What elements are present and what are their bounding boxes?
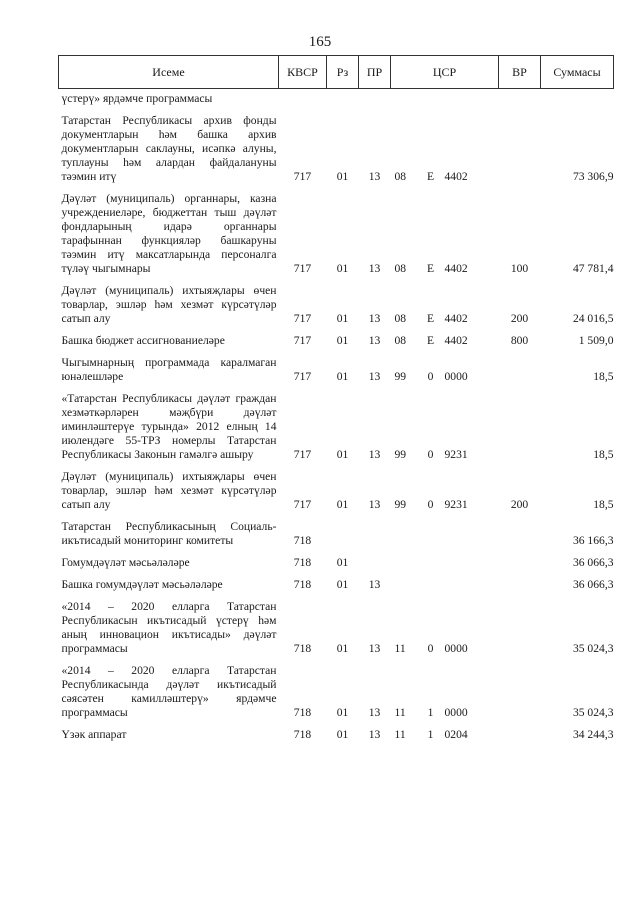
row-csr-direction: 0000 [444,370,468,383]
row-pr: 13 [368,262,381,275]
row-name: «2014 – 2020 елларга Татарстан Республикасын икътисадый үстерү һәм аның инновацион икътисады» дәүләт программасы [61,600,277,655]
row-csr-program: 99 [394,370,407,383]
row-csr-subprogram: Е [426,170,435,183]
row-name: «2014 – 2020 елларга Татарстан Республикасында дәүләт икътисадый сәясәтен камилләштерү» ярдәмче программасы [61,664,277,719]
table-row [59,596,614,660]
table-row [59,724,614,746]
row-kvsr: 718 [293,556,312,569]
table-row [59,660,614,724]
row-sum: 18,5 [593,498,614,511]
row-name: Гомумдәүләт мәсьәләләре [61,556,190,569]
row-pr: 13 [368,706,381,719]
row-kvsr: 718 [293,534,312,547]
table-body [59,89,614,747]
table-row [59,110,614,188]
table-row [59,552,614,574]
row-rz: 01 [336,642,349,655]
row-pr: 13 [368,642,381,655]
row-csr-program: 11 [394,642,406,655]
row-rz: 01 [336,498,349,511]
row-csr-program: 99 [394,448,407,461]
row-csr-subprogram: 0 [427,642,434,655]
row-csr-subprogram: 0 [427,448,434,461]
table-row [59,280,614,330]
row-csr-program: 11 [394,728,406,741]
row-vr: 200 [510,312,529,325]
row-vr [499,388,541,466]
row-pr: 13 [368,334,381,347]
row-rz: 01 [336,312,349,325]
row-csr-direction: 4402 [444,170,468,183]
row-pr: 13 [368,728,381,741]
row-pr: 13 [368,578,381,591]
row-csr-direction [443,552,499,574]
row-name: Дәүләт (муниципаль) органнары, казна учреждениеләре, бюджеттан тыш дәүләт фондларының идарә органнары тарафыннан функцияләр башкаруны тәэмин итү максатларында персоналга түләү чыгымнары [61,192,277,275]
row-name: Башка бюджет ассигнованиеләре [61,334,225,347]
row-vr [499,574,541,596]
row-csr-program [391,89,419,111]
row-csr-direction: 9231 [444,448,468,461]
row-csr-subprogram: 0 [427,498,434,511]
header-kvsr: КВСР [279,56,327,89]
row-csr-direction: 4402 [444,312,468,325]
row-sum: 36 066,3 [572,578,614,591]
row-vr: 200 [510,498,529,511]
row-vr [499,552,541,574]
row-csr-direction: 4402 [444,262,468,275]
row-name: үстерү» ярдәмче программасы [61,92,213,105]
row-name: «Татарстан Республикасы дәүләт граждан хезмәткәрләрен мәҗбүри дәүләт иминләштерүе турында» 2012 елның 14 июлендәге 55-ТРЗ номерлы Татарстан Республикасы Законын гамәлгә ашыру [61,392,277,461]
table-row [59,330,614,352]
row-csr-direction [443,516,499,552]
row-kvsr: 718 [293,706,312,719]
row-sum: 35 024,3 [572,642,614,655]
row-vr [499,516,541,552]
row-rz: 01 [336,578,349,591]
row-kvsr: 717 [293,262,312,275]
row-pr [359,552,391,574]
table-row [59,352,614,388]
row-csr-program: 99 [394,498,407,511]
row-rz: 01 [336,728,349,741]
row-pr: 13 [368,448,381,461]
table-row [59,466,614,516]
row-rz [327,516,359,552]
row-pr: 13 [368,312,381,325]
row-csr-direction: 0000 [444,642,468,655]
row-rz: 01 [336,334,349,347]
row-kvsr: 717 [293,448,312,461]
row-vr: 800 [510,334,529,347]
budget-table [58,55,614,746]
row-csr-subprogram: Е [426,334,435,347]
row-csr-subprogram: Е [426,262,435,275]
row-csr-program: 08 [394,170,407,183]
row-csr-direction: 0000 [444,706,468,719]
row-rz: 01 [336,170,349,183]
header-rz: Рз [327,56,359,89]
row-sum: 24 016,5 [572,312,614,325]
row-csr-program: 08 [394,262,407,275]
row-rz: 01 [336,448,349,461]
row-csr-subprogram [419,552,443,574]
row-name: Үзәк аппарат [61,728,127,741]
row-name: Дәүләт (муниципаль) ихтыяҗлары өчен товарлар, эшләр һәм хезмәт күрсәтүләр сатып алу [61,284,277,325]
row-csr-subprogram: 0 [427,370,434,383]
row-rz [327,89,359,111]
row-sum [541,89,614,111]
row-csr-subprogram: Е [426,312,435,325]
row-kvsr: 718 [293,728,312,741]
row-vr [499,660,541,724]
row-vr [499,724,541,746]
row-csr-subprogram [419,574,443,596]
header-name: Исеме [59,56,279,89]
row-csr-program [391,516,419,552]
row-csr-program: 08 [394,334,407,347]
row-rz: 01 [336,370,349,383]
row-csr-direction [443,89,499,111]
row-vr: 100 [510,262,529,275]
row-csr-subprogram: 1 [427,706,434,719]
row-sum: 47 781,4 [572,262,614,275]
page-number: 165 [308,34,332,50]
row-csr-direction [443,574,499,596]
row-name: Дәүләт (муниципаль) ихтыяҗлары өчен товарлар, эшләр һәм хезмәт күрсәтүләр сатып алу [61,470,277,511]
row-vr [499,596,541,660]
row-sum: 36 066,3 [572,556,614,569]
row-csr-subprogram [419,516,443,552]
row-pr [359,516,391,552]
row-pr [359,89,391,111]
row-csr-subprogram: 1 [427,728,434,741]
row-name: Башка гомумдәүләт мәсьәләләре [61,578,223,591]
table-header-row [59,56,614,89]
row-csr-program: 08 [394,312,407,325]
row-sum: 1 509,0 [578,334,614,347]
row-name: Чыгымнарның программада каралмаган юнәлешләре [61,356,277,383]
row-kvsr: 717 [293,334,312,347]
row-csr-program [391,574,419,596]
row-sum: 35 024,3 [572,706,614,719]
header-csr: ЦСР [391,56,499,89]
row-pr: 13 [368,170,381,183]
row-sum: 36 166,3 [572,534,614,547]
table-row [59,516,614,552]
row-name: Татарстан Республикасы архив фонды документларын һәм башка архив документларын саклауны, исәпкә алуны, туплауны һәм алардан файдалануны тәэмин итү [61,114,277,183]
row-rz: 01 [336,262,349,275]
row-csr-direction: 4402 [444,334,468,347]
header-pr: ПР [359,56,391,89]
row-name: Татарстан Республикасының Социаль-икътисадый мониторинг комитеты [61,520,277,547]
row-kvsr: 717 [293,312,312,325]
table-row [59,574,614,596]
row-kvsr: 718 [293,578,312,591]
row-csr-direction: 9231 [444,498,468,511]
row-vr [499,352,541,388]
row-csr-program [391,552,419,574]
row-sum: 18,5 [593,448,614,461]
row-pr: 13 [368,498,381,511]
row-csr-direction: 0204 [444,728,468,741]
row-kvsr [279,89,327,111]
table-row [59,388,614,466]
row-pr: 13 [368,370,381,383]
row-sum: 18,5 [593,370,614,383]
table-row [59,188,614,280]
row-rz: 01 [336,706,349,719]
row-csr-subprogram [419,89,443,111]
row-kvsr: 717 [293,370,312,383]
row-sum: 34 244,3 [572,728,614,741]
header-sum: Суммасы [541,56,614,89]
row-vr [499,89,541,111]
row-rz: 01 [336,556,349,569]
header-vr: ВР [499,56,541,89]
table-row [59,89,614,111]
row-vr [499,110,541,188]
row-kvsr: 717 [293,170,312,183]
row-kvsr: 718 [293,642,312,655]
row-csr-program: 11 [394,706,406,719]
row-sum: 73 306,9 [572,170,614,183]
row-kvsr: 717 [293,498,312,511]
